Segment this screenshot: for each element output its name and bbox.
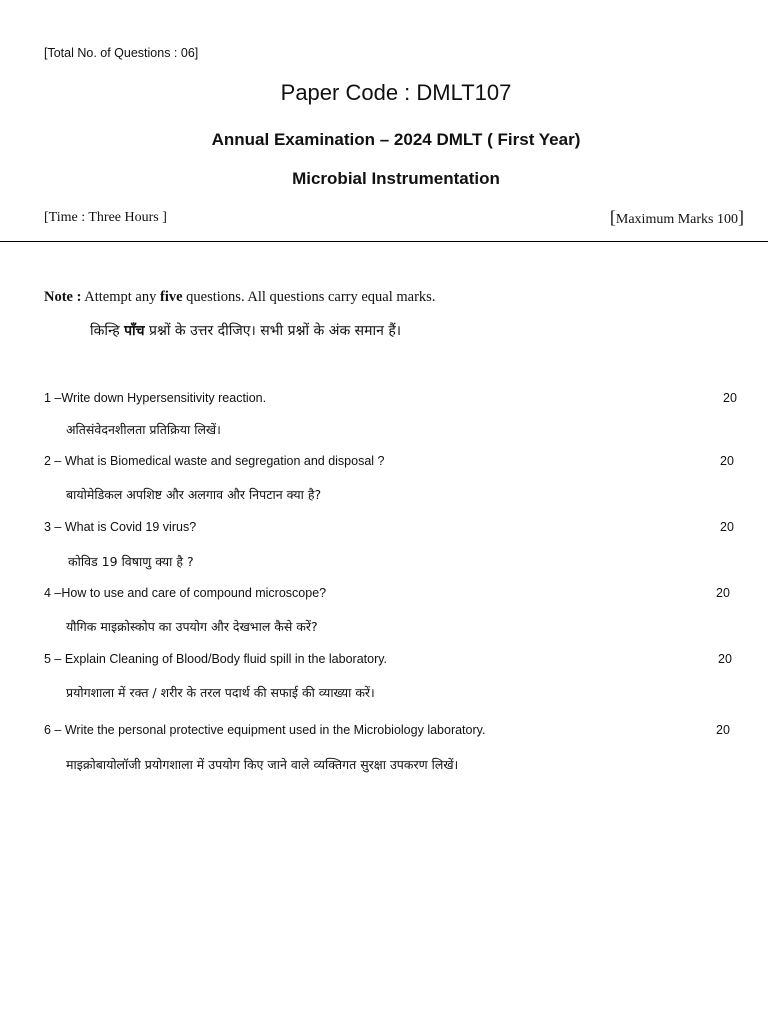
note-english	[44, 289, 435, 306]
question-2-marks: 20	[720, 454, 734, 468]
note-label: Note :	[44, 289, 82, 305]
note-text-before: Attempt any	[81, 289, 160, 305]
note-hindi-before: किन्हि	[90, 323, 125, 339]
total-questions: [Total No. of Questions : 06]	[44, 46, 199, 60]
paper-code-title: Paper Code : DMLT107	[280, 80, 512, 105]
question-3-marks: 20	[720, 520, 734, 534]
maximum-marks	[610, 207, 744, 228]
exam-duration: [Time : Three Hours ]	[44, 210, 167, 225]
question-1-text: 1 –Write down Hypersensitivity reaction.	[44, 391, 267, 405]
question-4-hindi: यौगिक माइक्रोस्कोप का उपयोग और देखभाल कैसे करें?	[66, 619, 318, 634]
question-1-hindi: अतिसंवेदनशीलता प्रतिक्रिया लिखें।	[66, 422, 221, 437]
question-1-marks: 20	[723, 391, 737, 405]
note-hindi-after: प्रश्नों के उत्तर दीजिए। सभी प्रश्नों के अंक समान हैं।	[144, 323, 402, 339]
question-4-marks: 20	[716, 586, 730, 600]
question-2-hindi: बायोमेडिकल अपशिष्ट और अलगाव और निपटान क्या है?	[66, 487, 322, 502]
question-5-hindi: प्रयोगशाला में रक्त / शरीर के तरल पदार्थ की सफाई की व्याख्या करें।	[66, 685, 375, 700]
subject-title: Microbial Instrumentation	[292, 169, 500, 188]
note-hindi-emphasis: पाँच	[124, 323, 145, 339]
question-4-text: 4 –How to use and care of compound microscope?	[44, 586, 327, 600]
question-6-hindi: माइक्रोबायोलॉजी प्रयोगशाला में उपयोग किए जाने वाले व्यक्तिगत सुरक्षा उपकरण लिखें।	[66, 757, 459, 772]
question-2-text: 2 – What is Biomedical waste and segregation and disposal ?	[44, 454, 385, 468]
max-marks-close-bracket: ]	[738, 207, 744, 227]
question-5-text: 5 – Explain Cleaning of Blood/Body fluid spill in the laboratory.	[44, 652, 388, 666]
note-emphasis: five	[160, 289, 183, 305]
note-hindi	[90, 321, 401, 340]
max-marks-text: Maximum Marks 100	[615, 212, 738, 227]
question-6-text: 6 – Write the personal protective equipment used in the Microbiology laboratory.	[44, 723, 486, 737]
question-6-marks: 20	[716, 723, 730, 737]
question-3-hindi: कोविड 19 विषाणु क्या है ?	[68, 554, 194, 569]
question-3-text: 3 – What is Covid 19 virus?	[44, 520, 197, 534]
note-text-after: questions. All questions carry equal marks.	[182, 289, 436, 305]
question-5-marks: 20	[718, 652, 732, 666]
exam-title: Annual Examination – 2024 DMLT ( First Year)	[211, 130, 581, 149]
header-divider	[0, 241, 768, 242]
max-marks-open-bracket: [	[609, 207, 616, 227]
